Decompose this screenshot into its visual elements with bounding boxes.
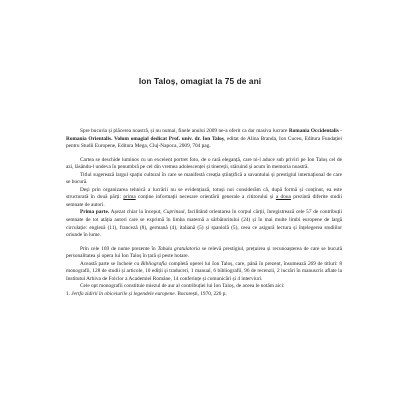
list-item: 1. Jertfa zidirii în obiceiurile și legendele europene. București, 1970, 226 p. bbox=[66, 290, 227, 297]
paragraph-structure: Deși prin organizarea tehnică a lucrării nu se evidențiază, totuși noi considerăm că, după formă și conținut, ea este structurată în două părți: prima conține informații necesare orientării generale a cititorului și a doua prezintă diferite studii semnate de autori. bbox=[66, 186, 342, 208]
paragraph-tabula: Prin cele 169 de nume prezente în Tabula gratulatoria se relevă prestigiul, prețuirea și recunoașterea de care se bucură personalitatea și opera lui Ion Taloș în țară și peste hotare. bbox=[66, 245, 343, 260]
paragraph-title-suggests: Titlul sugerează largul spațiu cultural în care se manifestă creația științifică a savantului și prestigiul internațional de care se bucură. bbox=[66, 171, 342, 186]
article-body bbox=[66, 128, 342, 298]
paragraph-portrait: Cartea se deschide luminos cu un excelent portret foto, de o rară eleganță, care ni-l aduce sub priviri pe Ion Taloș cel de azi, lăsându-l undeva în penumbră pe cel din vremea adolescenței și tinereții, stăruind și acum în memoria noastră. bbox=[66, 156, 342, 171]
paragraph-intro: Spre bucuria și plăcerea noastră, și nu numai, finele anului 2009 ne-a oferit ca dar masiva lucrare Romania Occidentalis - Romania Orientalis. Volum omagial dedicat Prof. univ. dr. Ion Taloș, editat de Alina Branda, Ion Cuceu, Editura Fundației pentru Studii Europene, Editura Mega, Cluj-Napoca, 2009, 704 pag. bbox=[66, 128, 342, 150]
section-heading: Prima parte. bbox=[80, 209, 110, 216]
article-title: Ion Taloș, omagiat la 75 de ani bbox=[138, 76, 262, 86]
paragraph-bibliography: Această parte se încheie cu Bibliografia completă operei lui Ion Taloș, care, până în prezent, însumează 269 de titluri: 8 monografii, 128 de studii și articole, 10 ediții și traduceri, 1 manual, 6 bibliografii, 96 de recenzii, 2 lucrări în manuscris aflate la Institutul Arhiva de Folclor a Academiei Române, 14 conferințe și comunicări și 4 interviuri. bbox=[66, 260, 342, 282]
paragraph-first-part: Prima parte. Așezat chiar la început, Cuprinsul, facilitând orientarea în corpul cărții, înregistrează cele 57 de contribuții semnate de tot atâția autori care se exprimă în limba maternă a sărbătoritului (24) și în mai multe limbi europene de largă circulație: engleză (11), franceză (8), germană (4), italiană (5) și spaniolă (5), ceea ce asigură lectura și înțelegerea studiilor oriunde în lume. bbox=[66, 209, 342, 239]
paragraph-monographs: Cele opt monografii constituie miezul de aur al contribuției lui Ion Taloș, de aceea le notăm aici: bbox=[80, 283, 285, 290]
book-title: Romania Occidentalis - Romania Orientalis. Volum omagial dedicat Prof. univ. dr. Ion Taloș bbox=[66, 128, 342, 142]
